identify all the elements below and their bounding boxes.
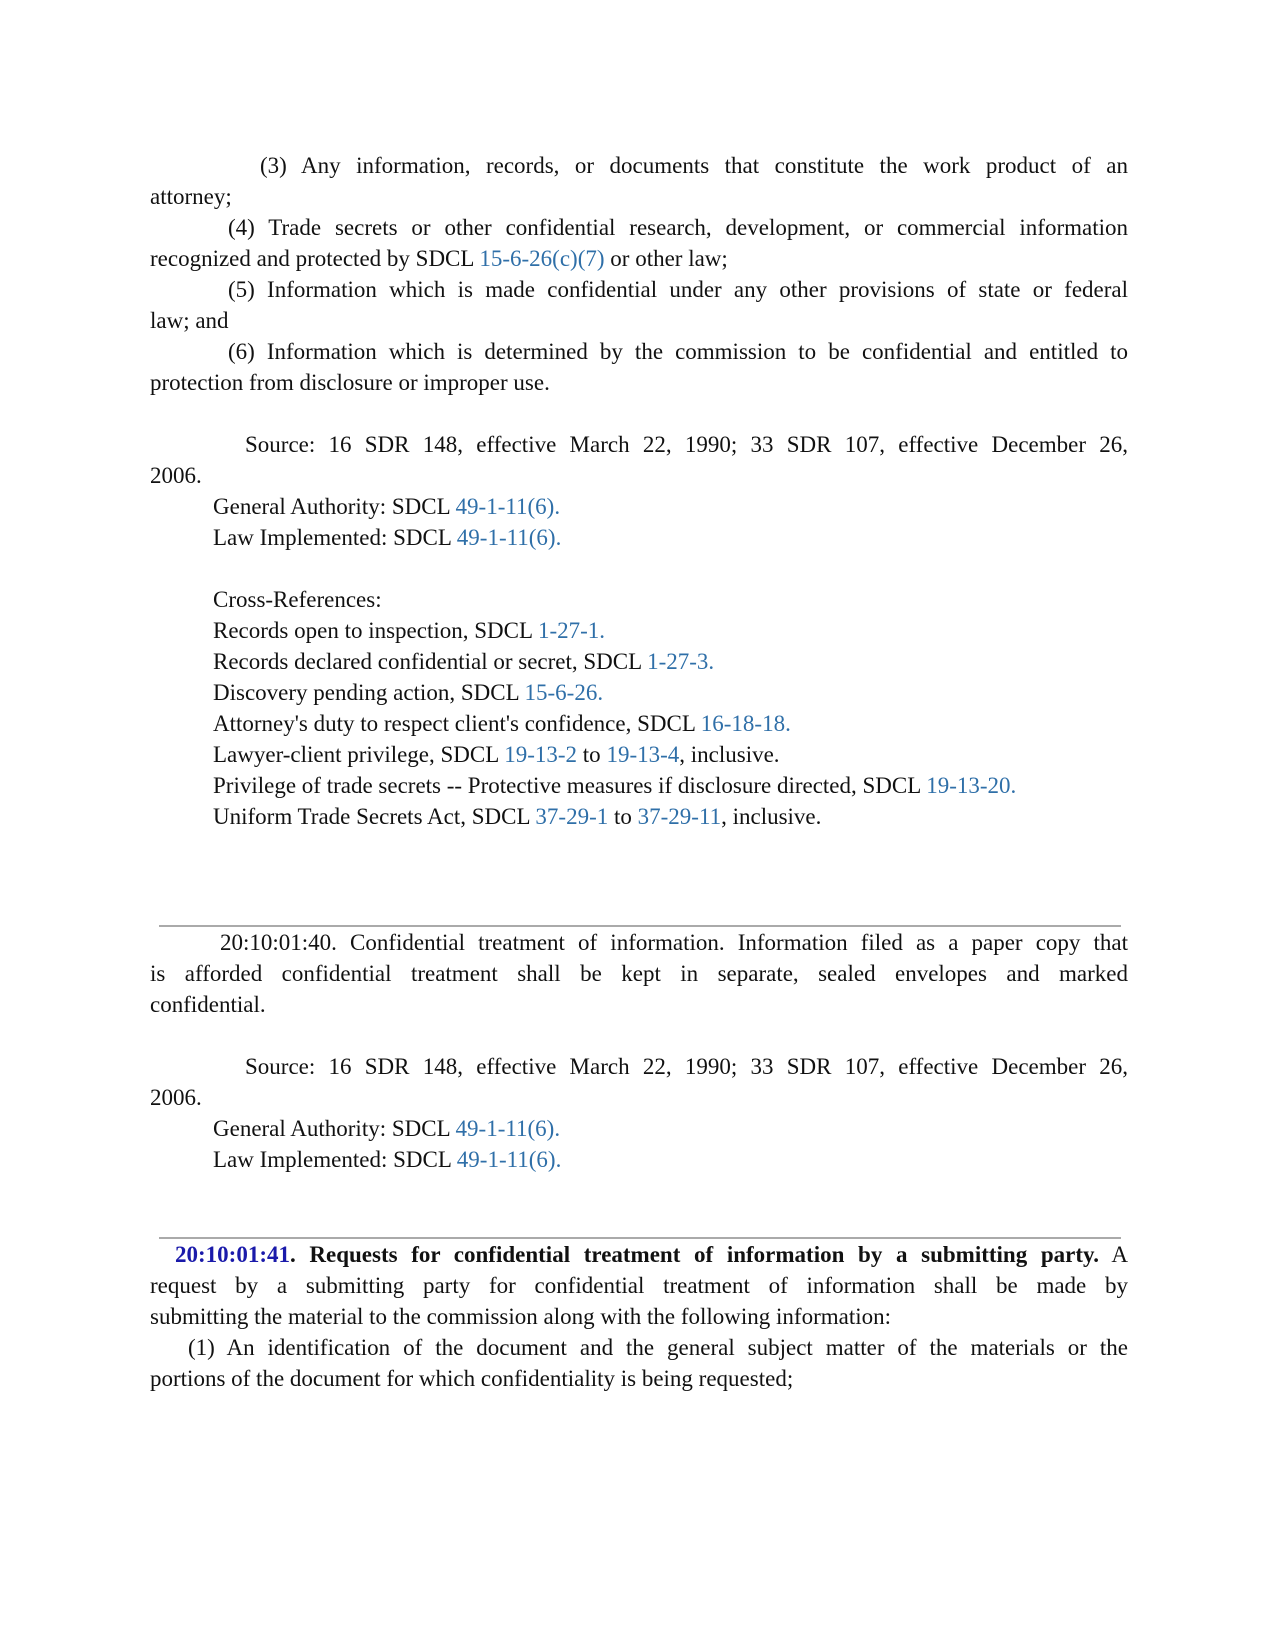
cross-reference-item [150,770,1128,801]
section-41-title: . Requests for confidential treatment of information by a submitting party. [289,1242,1100,1267]
spacer [150,1020,1128,1051]
sdcl-19-13-4-link[interactable]: 19-13-4 [606,742,680,767]
sdcl-1-27-1-link[interactable]: 1-27-1. [537,618,606,643]
cross-reference-suffix: , inclusive. [721,804,822,829]
source-note-continuation: 2006. [150,463,202,488]
section-41-body-start: A [1099,1242,1129,1267]
source-text: Source: 16 SDR 148, effective March 22, 1990; 33 SDR 107, effective December 26, [245,1054,1128,1079]
section-40-line [150,958,1128,989]
cross-reference-text: Records declared confidential or secret, SDCL [213,649,648,674]
sdcl-1-27-3-link[interactable]: 1-27-3. [647,649,715,674]
sdcl-16-18-18-link[interactable]: 16-18-18. [700,711,791,736]
general-authority [150,491,1128,522]
cross-reference-item [150,677,1128,708]
cross-reference-to: to [608,804,638,829]
list-item-4-text: (4) Trade secrets or other confidential research, development, or commercial information [228,215,1128,240]
section-41-line [150,1270,1128,1301]
cross-reference-text: Privilege of trade secrets -- Protective measures if disclosure directed, SDCL [213,773,927,798]
sdcl-37-29-1-link[interactable]: 37-29-1 [535,804,609,829]
list-item-3-text: (3) Any information, records, or documents that constitute the work product of an [260,153,1128,178]
sdcl-19-13-20-link[interactable]: 19-13-20. [926,773,1017,798]
general-authority-label: General Authority: SDCL [213,494,456,519]
list-item-4 [150,212,1128,243]
spacer [150,832,1128,925]
list-item-3 [150,150,1128,181]
general-authority [150,1113,1128,1144]
sdcl-19-13-2-link[interactable]: 19-13-2 [504,742,578,767]
source-note [150,1051,1128,1082]
law-implemented-label: Law Implemented: SDCL [213,525,457,550]
section-41-item-1 [150,1332,1128,1363]
section-41-item-1-continuation: portions of the document for which confidentiality is being requested; [150,1366,794,1391]
section-40-heading-text: 20:10:01:40. Confidential treatment of information. Information filed as a paper copy that [220,930,1128,955]
spacer [150,1175,1128,1237]
cross-reference-item [150,708,1128,739]
cross-references-heading: Cross-References: [213,587,382,612]
section-41-body-text: request by a submitting party for confidential treatment of information shall be made by [150,1273,1128,1298]
section-41-item-1-text: (1) An identification of the document and the general subject matter of the materials or the [188,1335,1128,1360]
sdcl-49-1-11-6-link[interactable]: 49-1-11(6). [455,1116,561,1141]
document-page [150,150,1128,1394]
sdcl-49-1-11-6-link[interactable]: 49-1-11(6). [456,525,562,550]
cross-reference-item [150,739,1128,770]
section-41-line: submitting the material to the commission along with the following information: [150,1304,892,1329]
cross-reference-to: to [577,742,607,767]
sdcl-15-6-26-link[interactable]: 15-6-26. [524,680,604,705]
list-item-5-text: (5) Information which is made confidential under any other provisions of state or federal [228,277,1128,302]
list-item-6-text: (6) Information which is determined by the commission to be confidential and entitled to [228,339,1128,364]
sdcl-15-6-26c7-link[interactable]: 15-6-26(c)(7) [479,246,605,271]
source-text: Source: 16 SDR 148, effective March 22, 1990; 33 SDR 107, effective December 26, [245,432,1128,457]
law-implemented [150,1144,1128,1175]
sdcl-49-1-11-6-link[interactable]: 49-1-11(6). [456,1147,562,1172]
section-40-line [150,927,1128,958]
sdcl-37-29-11-link[interactable]: 37-29-11 [637,804,722,829]
list-item-4-prefix: recognized and protected by SDCL [150,246,480,271]
list-item-4-continuation [150,243,1128,274]
law-implemented [150,522,1128,553]
section-40-line: confidential. [150,992,266,1017]
cross-reference-text: Records open to inspection, SDCL [213,618,538,643]
list-item-3-continuation: attorney; [150,184,232,209]
section-41-heading [150,1239,1128,1270]
list-item-5 [150,274,1128,305]
cross-reference-text: Lawyer-client privilege, SDCL [213,742,505,767]
cross-reference-item [150,801,1128,832]
section-40-body-text: is afforded confidential treatment shall be kept in separate, sealed envelopes and marked [150,961,1128,986]
general-authority-label: General Authority: SDCL [213,1116,456,1141]
cross-reference-suffix: , inclusive. [679,742,780,767]
list-item-6 [150,336,1128,367]
cross-reference-text: Uniform Trade Secrets Act, SDCL [213,804,536,829]
spacer [150,398,1128,429]
sdcl-49-1-11-6-link[interactable]: 49-1-11(6). [455,494,561,519]
source-note-continuation: 2006. [150,1085,202,1110]
list-item-5-continuation: law; and [150,308,229,333]
section-41-number-link[interactable]: 20:10:01:41 [175,1242,290,1267]
list-item-4-suffix: or other law; [604,246,728,271]
cross-reference-text: Discovery pending action, SDCL [213,680,525,705]
list-item-6-continuation: protection from disclosure or improper use. [150,370,550,395]
cross-reference-text: Attorney's duty to respect client's confidence, SDCL [213,711,701,736]
law-implemented-label: Law Implemented: SDCL [213,1147,457,1172]
spacer [150,553,1128,584]
source-note [150,429,1128,460]
cross-reference-item [150,646,1128,677]
cross-reference-item [150,615,1128,646]
